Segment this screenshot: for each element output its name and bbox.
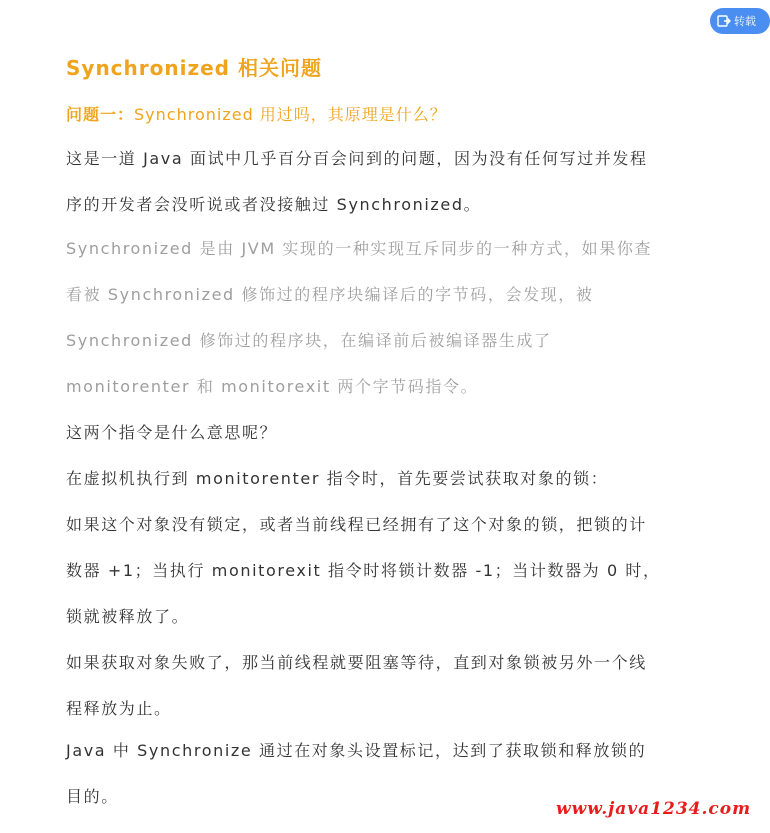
- question-label: 问题一：: [66, 105, 135, 124]
- paragraph-question: 这两个指令是什么意思呢？: [66, 423, 278, 442]
- site-watermark: www.java1234.com: [556, 799, 752, 819]
- paragraph-summary: Java 中 Synchronize 通过在对象头设置标记，达到了获取锁和释放锁的目的。: [66, 741, 647, 806]
- question-heading: [66, 102, 447, 125]
- paragraph-blocking: 如果获取对象失败了，那当前线程就要阻塞等待，直到对象锁被另外一个线程释放为止。: [66, 653, 647, 718]
- repost-label: 转载: [734, 15, 756, 28]
- paragraph-jvm-explanation: Synchronized 是由 JVM 实现的一种实现互斥同步的一种方式，如果你查看被 Synchronized 修饰过的程序块编译后的字节码，会发现，被 Synchronized 修饰过的程序块，在编译前后被编译器生成了 monitorenter 和 monitorexit 两个字节码指令。: [66, 239, 653, 396]
- paragraph-intro: 这是一道 Java 面试中几乎百分百会问到的问题，因为没有任何写过并发程序的开发者会没听说或者没接触过 Synchronized。: [66, 149, 648, 214]
- question-text: Synchronized 用过吗，其原理是什么？: [134, 105, 447, 124]
- paragraph-lock-counter: 如果这个对象没有锁定，或者当前线程已经拥有了这个对象的锁，把锁的计数器 +1；当执行 monitorexit 指令时将锁计数器 -1；当计数器为 0 时，锁就被释放了。: [66, 515, 661, 626]
- repost-button[interactable]: [710, 8, 770, 34]
- paragraph-monitorenter: 在虚拟机执行到 monitorenter 指令时，首先要尝试获取对象的锁：: [66, 469, 609, 488]
- article-title: Synchronized 相关问题: [66, 56, 322, 80]
- repost-icon: [717, 14, 731, 28]
